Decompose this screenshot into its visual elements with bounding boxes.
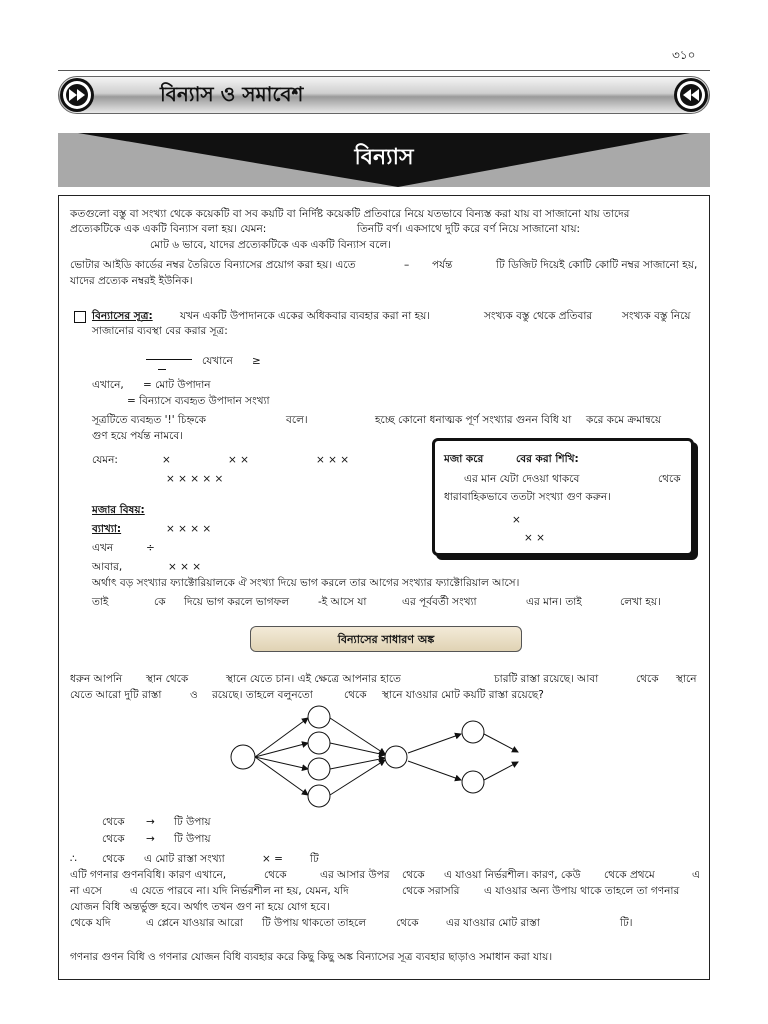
m1f: থেকে প্রথমে: [604, 869, 655, 881]
m2b: এ যেতে পারবে না। যদি নির্ভরশীল না হয়, যেমন, যদি: [130, 885, 349, 897]
p1d: চারটি রাস্তা রয়েছে। আবা: [494, 673, 599, 685]
intro-line-1: কতগুলো বস্তু বা সংখ্যা থেকে কয়েকটি বা সব কয়টি বা নির্দিষ্ট কয়েকটি প্রতিবারে নিয়ে যতভাবে বিন্যস্ত করা যায় বা সাজানো যায় তাদের: [70, 208, 630, 220]
node-a4: [308, 785, 330, 807]
symbol-line-d: করে কমে ক্রমান্বয়ে: [586, 414, 662, 426]
symbol-line-b: বলে।: [286, 414, 308, 426]
way1-a: থেকে: [102, 816, 125, 828]
way2-arrow: →: [146, 833, 155, 845]
node-a2: [308, 732, 330, 754]
fun-box-x2: × ×: [524, 532, 545, 544]
m1g: এ: [692, 869, 700, 881]
so-a: তাই: [92, 596, 109, 608]
m1c: এর আসার উপর: [320, 869, 390, 881]
total-a: থেকে: [102, 853, 125, 865]
m1d: থেকে: [402, 869, 425, 881]
total-d: টি: [310, 853, 319, 865]
p2a: যেতে আরো দুটি রাস্তা: [70, 689, 162, 701]
eq-used: = বিন্যাসে ব্যবহৃত উপাদান সংখ্যা: [127, 395, 270, 407]
node-a3: [308, 758, 330, 780]
way2-b: টি উপায়: [174, 833, 211, 845]
example-1: ×: [162, 454, 171, 466]
p1b: স্থান থেকে: [146, 673, 189, 685]
m2d: এ যাওয়ার অন্য উপায় থাকে তাহলে তা গণনার: [484, 885, 680, 897]
way1-b: টি উপায়: [174, 816, 211, 828]
m4b: এ প্লেনে যাওয়ার আরো: [146, 917, 244, 929]
node-a1: [308, 706, 330, 728]
eq-total: = মোট উপাদান: [143, 379, 211, 391]
so-b: কে: [154, 596, 166, 608]
again-label: আবার,: [92, 561, 123, 573]
intro-line-2b: তিনটি বর্ণ। একসাথে দুটি করে বর্ণ নিয়ে সাজানো যায়:: [357, 223, 581, 235]
example-2: × ×: [228, 454, 249, 466]
p2b: ও: [190, 689, 198, 701]
fun-box-line-1b: থেকে: [658, 473, 681, 485]
fun-box-line-1a: এর মান যেটা দেওয়া থাকবে: [464, 473, 580, 485]
chapter-banner: [58, 76, 710, 114]
intro-line-3: মোট ৬ ভাবে, যাদের প্রত্যেকটিকে এক একটি বিন্যাস বলে।: [150, 239, 392, 251]
intro-line-2a: প্রত্যেকটিকে এক একটি বিন্যাস বলা হয়। যেমন:: [70, 223, 267, 235]
formula-heading: বিন্যাসের সূত্র:: [92, 310, 153, 322]
chapter-title: বিন্যাস ও সমাবেশ: [160, 82, 304, 106]
m4d: থেকে: [396, 917, 419, 929]
p2c: রয়েছে। তাহলে বলুনতো: [212, 689, 313, 701]
p1e: থেকে: [636, 673, 659, 685]
final-line: গণনার গুণন বিধি ও গণনার যোজন বিধি ব্যবহার করে কিছু কিছু অঙ্ক বিন্যাসের সূত্র ব্যবহার ছাড়াও সমাধান করা যায়।: [70, 951, 553, 963]
explain-label: ব্যাখ্যা:: [92, 523, 122, 535]
again-expr: × × ×: [168, 561, 202, 573]
intro-line-5: যাদের প্রত্যেক নম্বরই ইউনিক।: [70, 275, 193, 287]
explain-expr: × × × ×: [166, 523, 212, 535]
p1f: স্থানে: [676, 673, 697, 685]
bullet-square-icon: [74, 311, 86, 323]
now-label: এখন: [92, 542, 114, 554]
general-problem-heading: বিন্যাসের সাধারণ অঙ্ক: [337, 633, 435, 646]
m3: যোজন বিধি অন্তর্ভুক্ত হবে। অর্থাৎ তখন গুণ না হয়ে যোগ হবে।: [70, 901, 330, 913]
fun-box-title-a: মজা করে: [444, 453, 484, 465]
divide-sign: ÷: [146, 542, 155, 554]
fun-box-line-2: ধারাবাহিকভাবে ততটা সংখ্যা গুণ করুন।: [444, 491, 611, 503]
formula-line-2: সাজানোর ব্যবস্থা বের করার সূত্র:: [92, 325, 228, 337]
m4a: থেকে যদি: [70, 917, 111, 929]
m4f: টি।: [620, 917, 633, 929]
p1c: স্থানে যেতে চান। এই ক্ষেত্রে আপনার হাতে: [226, 673, 401, 685]
fraction-bar-short: [158, 369, 166, 370]
intro-line-4d: টি ডিজিট দিয়েই কোটি কোটি নম্বর সাজানো হয়,: [496, 259, 698, 271]
rewind-icon: [674, 78, 708, 112]
m1b: থেকে: [264, 869, 287, 881]
total-c: × =: [262, 853, 283, 865]
formula-line-1c: সংখ্যক বস্তু নিয়ে: [622, 310, 691, 322]
so-d: -ই আসে যা: [318, 596, 367, 608]
formula-line-1a: যখন একটি উপাদানকে একের অধিকবার ব্যবহার করা না হয়।: [180, 310, 431, 322]
m2c: থেকে সরাসরি: [402, 885, 460, 897]
p2d: থেকে: [344, 689, 367, 701]
m4c: টি উপায় থাকতো তাহলে: [262, 917, 367, 929]
fraction-bar: [146, 359, 192, 360]
example-4: × × × × ×: [166, 473, 224, 485]
fun-box-x1: ×: [512, 514, 521, 526]
way2-a: থেকে: [102, 833, 125, 845]
formula-geq: ≥: [252, 355, 261, 367]
p2e: স্থানে যাওয়ার মোট কয়টি রাস্তা রয়েছে?: [382, 689, 544, 701]
symbol-line-c: হচ্ছে কোনো ধনাত্মক পূর্ণ সংখ্যার গুনন বিধি যা: [375, 414, 572, 426]
formula-where: যেখানে: [202, 355, 233, 367]
node-start: [231, 745, 255, 769]
node-mid: [385, 746, 407, 768]
intro-line-4c: পর্যন্ত: [432, 259, 453, 271]
symbol-line-2: গুণ হয়ে পর্যন্ত নামবে।: [92, 430, 183, 442]
m2a: না এসে: [70, 885, 102, 897]
fun-box-title-b: বের করা শিখি:: [516, 453, 579, 465]
m4e: এর যাওয়ার মোট রাস্তা: [446, 917, 540, 929]
formula-line-1b: সংখ্যক বস্তু থেকে প্রতিবার: [484, 310, 593, 322]
intro-line-4b: –: [404, 259, 410, 271]
so-g: লেখা হয়।: [620, 596, 661, 608]
node-b2: [462, 771, 484, 793]
therefore-sign: ∴: [70, 853, 77, 865]
so-f: এর মান। তাই: [526, 596, 582, 608]
fast-forward-icon: [60, 78, 94, 112]
node-b1: [462, 721, 484, 743]
intro-line-4a: ভোটার আইডি কার্ডের নম্বর তৈরিতে বিন্যাসের প্রয়োগ করা হয়। এতে: [70, 259, 356, 271]
way1-arrow: →: [146, 816, 155, 828]
total-b: এ মোট রাস্তা সংখ্যা: [144, 853, 225, 865]
example-label: যেমন:: [92, 454, 118, 466]
fun-fact-heading: মজার বিষয়:: [92, 504, 145, 516]
route-diagram: [228, 700, 528, 812]
symbol-line-a: সূত্রটিতে ব্যবহৃত '!' চিহ্নকে: [92, 414, 206, 426]
conclusion-line: অর্থাৎ বড় সংখ্যার ফ্যাক্টোরিয়ালকে ঐ সংখ্যা দিয়ে ভাগ করলে তার আগের সংখ্যার ফ্যাক্টোরিয়াল আসে।: [92, 577, 520, 589]
here-label: এখানে,: [92, 379, 124, 391]
top-rule: [58, 70, 710, 71]
so-e: এর পূর্ববর্তী সংখ্যা: [402, 596, 477, 608]
m1a: এটি গণনার গুণনবিধি। কারণ এখানে,: [70, 869, 227, 881]
page-number: ৩১০: [672, 48, 696, 62]
p1a: ধরুন আপনি: [70, 673, 123, 685]
section-title: বিন্যাস: [354, 145, 414, 170]
example-3: × × ×: [316, 454, 350, 466]
so-c: দিয়ে ভাগ করলে ভাগফল: [184, 596, 290, 608]
m1e: এ যাওয়া নির্ভরশীল। কারণ, কেউ: [444, 869, 581, 881]
